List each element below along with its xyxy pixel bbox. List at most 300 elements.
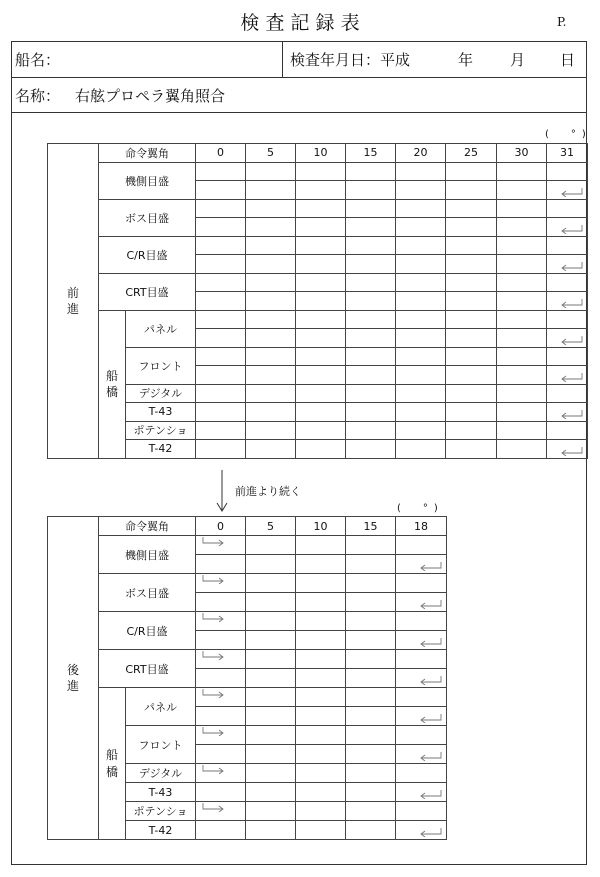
data-cell[interactable] <box>346 366 396 385</box>
data-cell[interactable] <box>497 403 547 422</box>
angle-header: 10 <box>296 144 346 163</box>
return-arrow-icon <box>560 188 584 197</box>
table-row <box>48 236 588 255</box>
data-cell[interactable] <box>446 255 497 274</box>
data-cell[interactable] <box>446 329 497 348</box>
data-cell[interactable] <box>296 273 346 292</box>
name-label: 名称： <box>15 87 61 105</box>
data-cell[interactable] <box>246 347 296 366</box>
data-cell[interactable] <box>547 384 588 403</box>
data-cell[interactable] <box>296 555 346 574</box>
data-cell[interactable] <box>196 612 246 631</box>
row-label: C/R目盛 <box>99 236 196 273</box>
data-cell[interactable] <box>547 181 588 200</box>
data-cell[interactable] <box>296 218 346 237</box>
data-cell[interactable] <box>296 802 346 821</box>
data-cell[interactable] <box>396 440 446 459</box>
data-cell[interactable] <box>547 218 588 237</box>
data-cell[interactable] <box>446 218 497 237</box>
data-cell[interactable] <box>446 403 497 422</box>
table-row <box>48 612 447 631</box>
data-cell[interactable] <box>196 273 246 292</box>
data-cell[interactable] <box>547 440 588 459</box>
data-cell[interactable] <box>246 440 296 459</box>
data-cell[interactable] <box>296 236 346 255</box>
data-cell[interactable] <box>196 574 246 593</box>
data-cell[interactable] <box>497 218 547 237</box>
data-cell[interactable] <box>547 347 588 366</box>
data-cell[interactable] <box>196 236 246 255</box>
data-cell[interactable] <box>346 783 396 802</box>
angle-header: 0 <box>196 144 246 163</box>
row-label: ボス目盛 <box>99 574 196 612</box>
data-cell[interactable] <box>396 403 446 422</box>
data-cell[interactable] <box>246 821 296 840</box>
data-cell[interactable] <box>196 292 246 311</box>
data-cell[interactable] <box>396 218 446 237</box>
return-arrow-icon <box>419 714 443 723</box>
data-cell[interactable] <box>346 329 396 348</box>
data-cell[interactable] <box>396 236 446 255</box>
data-cell[interactable] <box>296 199 346 218</box>
data-cell[interactable] <box>296 726 346 745</box>
data-cell[interactable] <box>296 384 346 403</box>
data-cell[interactable] <box>246 421 296 440</box>
data-cell[interactable] <box>296 255 346 274</box>
data-cell[interactable] <box>296 631 346 650</box>
data-cell[interactable] <box>497 292 547 311</box>
return-arrow-icon <box>560 410 584 419</box>
data-cell[interactable] <box>396 347 446 366</box>
data-cell[interactable] <box>296 707 346 726</box>
data-cell[interactable] <box>196 669 246 688</box>
angle-header: 15 <box>346 517 396 536</box>
data-cell[interactable] <box>346 536 396 555</box>
data-cell[interactable] <box>497 440 547 459</box>
forward-unit-label: ( °) <box>545 129 592 140</box>
data-cell[interactable] <box>497 421 547 440</box>
data-cell[interactable] <box>346 273 396 292</box>
data-cell[interactable] <box>497 199 547 218</box>
data-cell[interactable] <box>396 574 447 593</box>
table-row <box>48 536 447 555</box>
data-cell[interactable] <box>296 821 346 840</box>
row-label: C/R目盛 <box>99 612 196 650</box>
data-cell[interactable] <box>296 688 346 707</box>
data-cell[interactable] <box>196 802 246 821</box>
data-cell[interactable] <box>346 764 396 783</box>
data-cell[interactable] <box>346 199 396 218</box>
data-cell[interactable] <box>497 384 547 403</box>
data-cell[interactable] <box>396 162 446 181</box>
data-cell[interactable] <box>346 631 396 650</box>
data-cell[interactable] <box>246 574 296 593</box>
bridge-label: 船 橋 <box>99 688 126 840</box>
return-arrow-icon <box>419 562 443 571</box>
pot-label: ポテンショ <box>126 421 196 440</box>
data-cell[interactable] <box>396 273 446 292</box>
data-cell[interactable] <box>346 726 396 745</box>
data-cell[interactable] <box>346 650 396 669</box>
data-cell[interactable] <box>296 574 346 593</box>
row-label: パネル <box>126 688 196 726</box>
data-cell[interactable] <box>346 162 396 181</box>
data-cell[interactable] <box>246 218 296 237</box>
data-cell[interactable] <box>497 366 547 385</box>
forward-arrow-icon <box>201 803 225 812</box>
data-cell[interactable] <box>396 384 446 403</box>
data-cell[interactable] <box>396 650 447 669</box>
data-cell[interactable] <box>547 236 588 255</box>
angle-header: 30 <box>497 144 547 163</box>
header-row <box>48 144 588 163</box>
data-cell[interactable] <box>296 650 346 669</box>
header-divider <box>11 77 587 78</box>
data-cell[interactable] <box>196 218 246 237</box>
return-arrow-icon <box>560 447 584 456</box>
data-cell[interactable] <box>446 181 497 200</box>
data-cell[interactable] <box>346 403 396 422</box>
data-cell[interactable] <box>196 783 246 802</box>
data-cell[interactable] <box>246 650 296 669</box>
return-arrow-icon <box>560 262 584 271</box>
data-cell[interactable] <box>196 821 246 840</box>
data-cell[interactable] <box>296 536 346 555</box>
data-cell[interactable] <box>246 593 296 612</box>
data-cell[interactable] <box>446 310 497 329</box>
data-cell[interactable] <box>346 802 396 821</box>
forward-table <box>47 143 588 459</box>
data-cell[interactable] <box>396 669 447 688</box>
table-row <box>48 273 588 292</box>
data-cell[interactable] <box>246 802 296 821</box>
data-cell[interactable] <box>196 764 246 783</box>
return-arrow-icon <box>419 828 443 837</box>
data-cell[interactable] <box>346 255 396 274</box>
row-label: 機側目盛 <box>99 536 196 574</box>
data-cell[interactable] <box>246 688 296 707</box>
data-cell[interactable] <box>396 555 447 574</box>
header-row <box>48 517 447 536</box>
data-cell[interactable] <box>196 366 246 385</box>
data-cell[interactable] <box>446 236 497 255</box>
data-cell[interactable] <box>296 292 346 311</box>
data-cell[interactable] <box>196 199 246 218</box>
angle-header: 31 <box>547 144 588 163</box>
table-row <box>48 421 588 440</box>
angle-header: 5 <box>246 517 296 536</box>
data-cell[interactable] <box>296 329 346 348</box>
row-label: ボス目盛 <box>99 199 196 236</box>
angle-header: 5 <box>246 144 296 163</box>
data-cell[interactable] <box>296 612 346 631</box>
data-cell[interactable] <box>196 688 246 707</box>
digital-model: T-43 <box>126 783 196 802</box>
data-cell[interactable] <box>246 292 296 311</box>
bridge-label: 船 橋 <box>99 310 126 458</box>
data-cell[interactable] <box>547 421 588 440</box>
data-cell[interactable] <box>246 783 296 802</box>
data-cell[interactable] <box>346 181 396 200</box>
data-cell[interactable] <box>446 273 497 292</box>
forward-arrow-icon <box>201 575 225 584</box>
data-cell[interactable] <box>296 162 346 181</box>
data-cell[interactable] <box>196 255 246 274</box>
inspection-date-label: 検査年月日：平成 <box>290 51 411 69</box>
data-cell[interactable] <box>346 218 396 237</box>
data-cell[interactable] <box>396 292 446 311</box>
continuation-label: 前進より続く <box>235 485 301 498</box>
data-cell[interactable] <box>296 669 346 688</box>
forward-arrow-icon <box>201 727 225 736</box>
data-cell[interactable] <box>346 292 396 311</box>
data-cell[interactable] <box>246 745 296 764</box>
table-row <box>48 162 588 181</box>
data-cell[interactable] <box>196 440 246 459</box>
data-cell[interactable] <box>196 745 246 764</box>
data-cell[interactable] <box>296 783 346 802</box>
data-cell[interactable] <box>547 310 588 329</box>
data-cell[interactable] <box>196 329 246 348</box>
data-cell[interactable] <box>196 707 246 726</box>
data-cell[interactable] <box>246 764 296 783</box>
table-row <box>48 310 588 329</box>
data-cell[interactable] <box>346 440 396 459</box>
month-label: 月 <box>510 51 526 69</box>
data-cell[interactable] <box>497 347 547 366</box>
data-cell[interactable] <box>296 764 346 783</box>
data-cell[interactable] <box>246 612 296 631</box>
data-cell[interactable] <box>396 707 447 726</box>
data-cell[interactable] <box>396 329 446 348</box>
data-cell[interactable] <box>396 802 447 821</box>
data-cell[interactable] <box>497 162 547 181</box>
data-cell[interactable] <box>396 783 447 802</box>
command-angle-header: 命令翼角 <box>99 517 196 536</box>
data-cell[interactable] <box>296 593 346 612</box>
data-cell[interactable] <box>547 329 588 348</box>
data-cell[interactable] <box>296 403 346 422</box>
table-row <box>48 688 447 707</box>
data-cell[interactable] <box>246 631 296 650</box>
data-cell[interactable] <box>246 181 296 200</box>
data-cell[interactable] <box>246 555 296 574</box>
data-cell[interactable] <box>196 593 246 612</box>
data-cell[interactable] <box>346 593 396 612</box>
data-cell[interactable] <box>246 273 296 292</box>
data-cell[interactable] <box>246 310 296 329</box>
data-cell[interactable] <box>346 745 396 764</box>
data-cell[interactable] <box>296 181 346 200</box>
data-cell[interactable] <box>346 347 396 366</box>
data-cell[interactable] <box>196 181 246 200</box>
page-number-label: P. <box>557 15 567 29</box>
data-cell[interactable] <box>246 403 296 422</box>
row-label: CRT目盛 <box>99 273 196 310</box>
data-cell[interactable] <box>346 555 396 574</box>
astern-unit-label: ( °) <box>397 503 444 514</box>
pot-model: T-42 <box>126 440 196 459</box>
continuation-arrow-icon <box>214 470 230 514</box>
data-cell[interactable] <box>346 384 396 403</box>
forward-arrow-icon <box>201 651 225 660</box>
data-cell[interactable] <box>296 440 346 459</box>
data-cell[interactable] <box>346 574 396 593</box>
forward-arrow-icon <box>201 689 225 698</box>
data-cell[interactable] <box>396 536 447 555</box>
command-angle-header: 命令翼角 <box>99 144 196 163</box>
digital-label: デジタル <box>126 764 196 783</box>
data-cell[interactable] <box>396 593 447 612</box>
data-cell[interactable] <box>497 181 547 200</box>
forward-arrow-icon <box>201 765 225 774</box>
table-row <box>48 403 588 422</box>
table-row <box>48 574 447 593</box>
data-cell[interactable] <box>497 310 547 329</box>
data-cell[interactable] <box>196 555 246 574</box>
data-cell[interactable] <box>196 536 246 555</box>
data-cell[interactable] <box>396 631 447 650</box>
table-row <box>48 384 588 403</box>
data-cell[interactable] <box>396 199 446 218</box>
data-cell[interactable] <box>246 707 296 726</box>
data-cell[interactable] <box>547 273 588 292</box>
data-cell[interactable] <box>497 273 547 292</box>
data-cell[interactable] <box>296 366 346 385</box>
return-arrow-icon <box>560 299 584 308</box>
data-cell[interactable] <box>396 310 446 329</box>
angle-header: 0 <box>196 517 246 536</box>
data-cell[interactable] <box>547 403 588 422</box>
data-cell[interactable] <box>196 421 246 440</box>
data-cell[interactable] <box>396 764 447 783</box>
page-title: 検 査 記 録 表 <box>240 12 360 34</box>
data-cell[interactable] <box>547 255 588 274</box>
data-cell[interactable] <box>346 688 396 707</box>
row-label: 機側目盛 <box>99 162 196 199</box>
angle-header: 10 <box>296 517 346 536</box>
table-row <box>48 347 588 366</box>
data-cell[interactable] <box>246 236 296 255</box>
data-cell[interactable] <box>396 688 447 707</box>
name-value: 右舷プロペラ翼角照合 <box>75 87 226 105</box>
data-cell[interactable] <box>547 366 588 385</box>
digital-label: デジタル <box>126 384 196 403</box>
pot-label: ポテンショ <box>126 802 196 821</box>
data-cell[interactable] <box>446 421 497 440</box>
data-cell[interactable] <box>246 366 296 385</box>
data-cell[interactable] <box>246 199 296 218</box>
data-cell[interactable] <box>196 650 246 669</box>
forward-arrow-icon <box>201 537 225 546</box>
return-arrow-icon <box>419 752 443 761</box>
ship-name-label: 船名： <box>15 51 61 69</box>
digital-model: T-43 <box>126 403 196 422</box>
return-arrow-icon <box>560 336 584 345</box>
data-cell[interactable] <box>396 821 447 840</box>
data-cell[interactable] <box>296 745 346 764</box>
data-cell[interactable] <box>296 421 346 440</box>
table-row <box>48 199 588 218</box>
data-cell[interactable] <box>246 329 296 348</box>
data-cell[interactable] <box>196 162 246 181</box>
data-cell[interactable] <box>446 347 497 366</box>
data-cell[interactable] <box>196 384 246 403</box>
return-arrow-icon <box>560 373 584 382</box>
return-arrow-icon <box>560 225 584 234</box>
data-cell[interactable] <box>346 821 396 840</box>
data-cell[interactable] <box>196 403 246 422</box>
astern-table <box>47 516 447 840</box>
data-cell[interactable] <box>446 199 497 218</box>
angle-header: 20 <box>396 144 446 163</box>
data-cell[interactable] <box>196 310 246 329</box>
year-label: 年 <box>458 51 474 69</box>
data-cell[interactable] <box>196 631 246 650</box>
data-cell[interactable] <box>346 669 396 688</box>
row-label: パネル <box>126 310 196 347</box>
pot-model: T-42 <box>126 821 196 840</box>
data-cell[interactable] <box>296 347 346 366</box>
data-cell[interactable] <box>446 440 497 459</box>
data-cell[interactable] <box>446 292 497 311</box>
data-cell[interactable] <box>446 162 497 181</box>
data-cell[interactable] <box>196 726 246 745</box>
table-row <box>48 440 588 459</box>
data-cell[interactable] <box>346 310 396 329</box>
angle-header: 15 <box>346 144 396 163</box>
return-arrow-icon <box>419 790 443 799</box>
data-cell[interactable] <box>246 162 296 181</box>
row-label: CRT目盛 <box>99 650 196 688</box>
data-cell[interactable] <box>346 707 396 726</box>
data-cell[interactable] <box>547 162 588 181</box>
data-cell[interactable] <box>396 255 446 274</box>
name-divider <box>11 112 587 113</box>
section-label: 後 進 <box>48 517 99 840</box>
table-row <box>48 650 447 669</box>
data-cell[interactable] <box>246 384 296 403</box>
row-label: フロント <box>126 726 196 764</box>
data-cell[interactable] <box>547 292 588 311</box>
data-cell[interactable] <box>396 612 447 631</box>
data-cell[interactable] <box>346 612 396 631</box>
data-cell[interactable] <box>246 255 296 274</box>
data-cell[interactable] <box>246 669 296 688</box>
data-cell[interactable] <box>497 329 547 348</box>
data-cell[interactable] <box>346 236 396 255</box>
data-cell[interactable] <box>346 421 396 440</box>
data-cell[interactable] <box>396 181 446 200</box>
return-arrow-icon <box>419 600 443 609</box>
data-cell[interactable] <box>547 199 588 218</box>
angle-header: 25 <box>446 144 497 163</box>
return-arrow-icon <box>419 638 443 647</box>
data-cell[interactable] <box>446 384 497 403</box>
data-cell[interactable] <box>446 366 497 385</box>
data-cell[interactable] <box>296 310 346 329</box>
data-cell[interactable] <box>396 726 447 745</box>
data-cell[interactable] <box>396 421 446 440</box>
data-cell[interactable] <box>497 236 547 255</box>
data-cell[interactable] <box>196 347 246 366</box>
data-cell[interactable] <box>497 255 547 274</box>
data-cell[interactable] <box>246 536 296 555</box>
data-cell[interactable] <box>396 745 447 764</box>
angle-header: 18 <box>396 517 447 536</box>
data-cell[interactable] <box>396 366 446 385</box>
data-cell[interactable] <box>246 726 296 745</box>
